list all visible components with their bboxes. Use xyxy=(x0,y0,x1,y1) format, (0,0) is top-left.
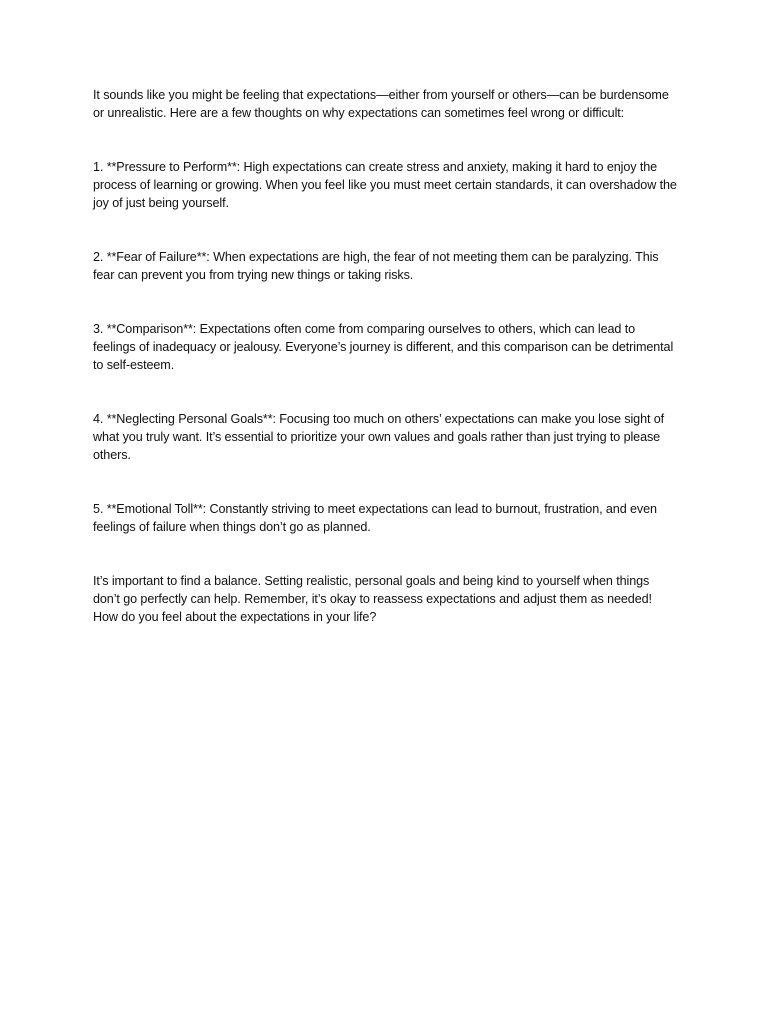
point-comparison: 3. **Comparison**: Expectations often come from comparing ourselves to others, which can lead to feelings of inadequacy or jealousy. Everyone’s journey is different, and this comparison can be detrimental to self-esteem. xyxy=(93,322,677,372)
intro-paragraph: It sounds like you might be feeling that expectations—either from yourself or others—can be burdensome or unrealistic. Here are a few thoughts on why expectations can sometimes feel wrong or difficult: xyxy=(93,88,673,120)
closing-paragraph: It’s important to find a balance. Setting realistic, personal goals and being kind to yourself when things don’t go perfectly can help. Remember, it’s okay to reassess expectations and adjust them as needed! How do you feel about the expectations in your life? xyxy=(93,574,656,624)
point-neglecting-personal-goals: 4. **Neglecting Personal Goals**: Focusing too much on others’ expectations can make you lose sight of what you truly want. It’s essential to prioritize your own values and goals rather than just trying to please others. xyxy=(93,412,668,462)
point-fear-of-failure: 2. **Fear of Failure**: When expectations are high, the fear of not meeting them can be paralyzing. This fear can prevent you from trying new things or taking risks. xyxy=(93,250,662,282)
point-pressure-to-perform: 1. **Pressure to Perform**: High expectations can create stress and anxiety, making it hard to enjoy the process of learning or growing. When you feel like you must meet certain standards, it can overshadow the joy of just being yourself. xyxy=(93,160,681,210)
point-emotional-toll: 5. **Emotional Toll**: Constantly striving to meet expectations can lead to burnout, frustration, and even feelings of failure when things don’t go as planned. xyxy=(93,502,661,534)
document-page xyxy=(93,86,679,662)
